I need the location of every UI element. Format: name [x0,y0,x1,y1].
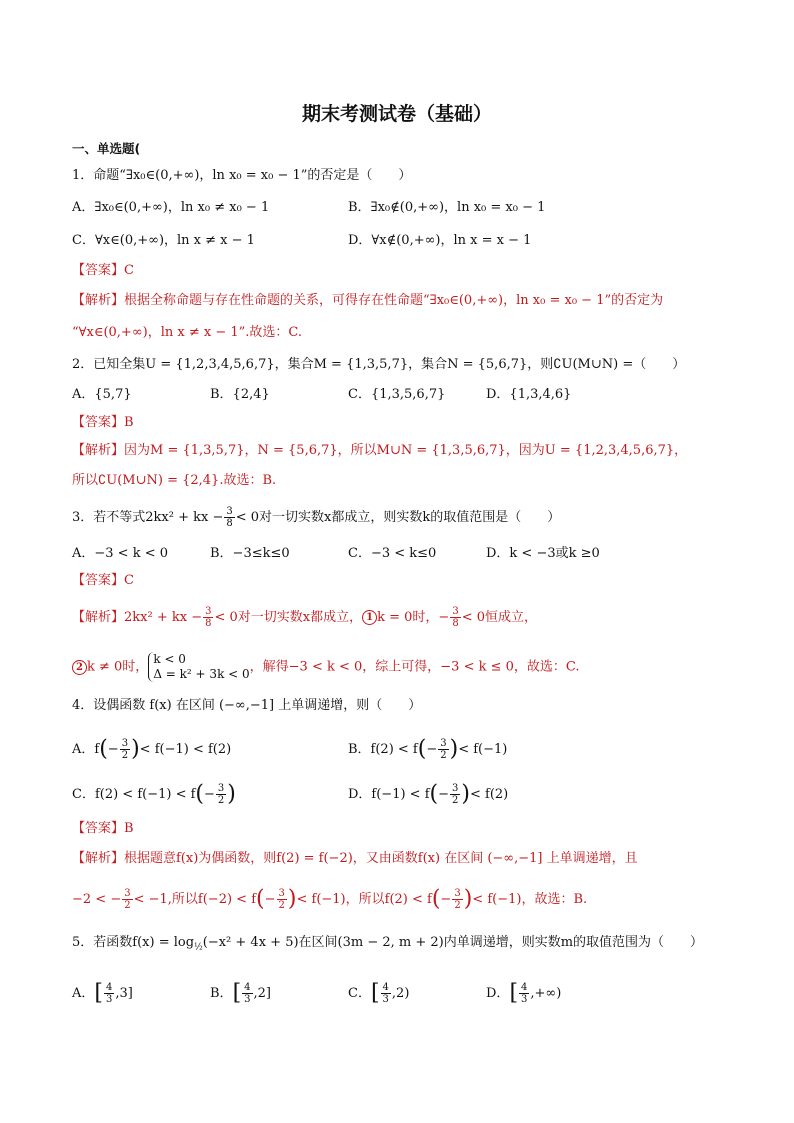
fraction-numerator: 3 [217,783,225,794]
fraction-denominator: 8 [205,618,212,629]
q3-analysis-part-b: < 0对一切实数x都成立， [214,610,363,625]
q3-option-c: C．−3 < k≤0 [348,546,437,561]
fraction-denominator: 3 [521,994,528,1005]
fraction-numerator: 3 [121,738,129,749]
inequality-system [148,652,249,682]
fraction-denominator: 2 [440,750,447,761]
q3-analysis2-part-a: k ≠ 0时， [87,659,149,675]
q5-option-b-label: B． [210,986,233,1001]
fraction-denominator: 2 [121,750,129,761]
page-title: 期末考测试卷（基础） [301,103,492,125]
q1-option-b: B．∃x₀∉(0,+∞)，ln x₀ = x₀ − 1 [348,200,546,215]
q5-option-a-tail: ,3] [115,986,133,1001]
q2-stem: 2．已知全集U = {1,2,3,4,5,6,7}，集合M = {1,3,5,7}，集合N = {5,6,7}，则∁U(M∪N) =（ ） [72,357,686,372]
fraction-denominator: 3 [105,994,113,1005]
q3-answer: 【答案】C [72,573,134,588]
q2-analysis-line2: 所以∁U(M∪N) = {2,4}.故选：B. [72,473,277,488]
q1-analysis-line1: 【解析】根据全称命题与存在性命题的关系，可得存在性命题“∃x₀∈(0,+∞)，ln x₀ = x₀ − 1”的否定为 [72,293,664,308]
q3-option-a: A．−3 < k < 0 [72,546,169,561]
q3-stem [72,506,560,529]
q5-stem-part-a: 5．若函数f(x) = log [72,935,195,950]
q1-option-a: A．∃x₀∈(0,+∞)，ln x₀ ≠ x₀ − 1 [72,200,270,215]
fraction-denominator: 2 [452,795,459,806]
q4-option-b-tail: < f(−1) [458,742,508,757]
fraction [104,982,114,1005]
q4-option-d-label: D．f(−1) < f [348,787,430,802]
q4-option-d-tail: < f(2) [469,787,509,802]
q4-option-c: C．f(2) < f(−1) < f(− $\frac{3}{2}$ ) [72,781,236,807]
q1-stem: 1．命题“∃x₀∈(0,+∞)，ln x₀ = x₀ − 1”的否定是（ ） [72,168,412,183]
q4-analysis-part-d: < f(−1)，故选：B. [472,892,588,907]
q4-option-b: B．f(2) < f(− $\frac{3}{2}$ )< f(−1) [348,736,508,762]
q4-option-a: A．f(− $\frac{3}{2}$ )< f(−1) < f(2) [72,736,232,762]
circled-two-icon: 2 [72,660,87,675]
q3-fraction-numerator: 3 [226,506,233,517]
q5-option-b-tail: ,2] [253,986,272,1001]
fraction [452,888,462,911]
fraction [120,738,130,761]
section-heading: 一、单选题( [72,141,141,156]
q4-option-c-label: C．f(2) < f(−1) < f [72,787,196,802]
q4-analysis-part-b: < −1,所以f(−2) < f [133,892,257,907]
fraction-denominator: 2 [217,795,225,806]
fraction [450,783,460,806]
q3-option-b: B．−3≤k≤0 [210,546,290,561]
log-base: ½ [194,942,203,953]
q4-answer: 【答案】B [72,821,134,836]
q1-option-d: D．∀x∉(0,+∞)，ln x = x − 1 [348,233,532,248]
fraction [242,982,252,1005]
q3-fraction-denominator: 8 [226,518,233,529]
q5-stem [72,934,703,957]
fraction-numerator: 3 [124,888,131,899]
q1-answer: 【答案】C [72,263,134,278]
fraction-denominator: 3 [382,994,389,1005]
fraction-denominator: 2 [124,900,131,911]
q3-analysis-line2 [72,652,580,682]
q3-stem-part-b: < 0对一切实数x都成立，则实数k的取值范围是（ ） [235,510,561,525]
q3-analysis-line1 [72,606,537,629]
q2-analysis-line1: 【解析】因为M = {1,3,5,7}，N = {5,6,7}，所以M∪N = {1,3,5,6,7}，因为U = {1,2,3,4,5,6,7}， [72,443,688,458]
q3-fraction [224,506,234,529]
fraction-numerator: 3 [452,783,459,794]
q4-analysis-part-a: −2 < − [72,892,122,907]
system-line-2: Δ = k² + 3k < 0 [153,667,250,681]
q5-stem-part-b: (−x² + 4x + 5)在区间(3m − 2, m + 2)内单调递增，则实数m的取值范围为（ ） [202,935,704,950]
fraction-numerator: 4 [105,982,113,993]
q5-option-a-label: A． [72,986,95,1001]
fraction-numerator: 4 [521,982,528,993]
q2-option-c: C．{1,3,5,6,7} [348,387,446,402]
q5-option-d: D．[ $\frac{4}{3}$ ,+∞) [486,980,562,1006]
q2-option-d: D．{1,3,4,6} [486,387,572,402]
q5-option-b: B．[ $\frac{4}{3}$ ,2] [210,980,272,1006]
q4-option-a-label: A．f [72,742,100,757]
fraction-numerator: 4 [382,982,389,993]
fraction [438,738,448,761]
q3-analysis-part-a: 【解析】2kx² + kx − [72,610,203,625]
system-line-1: k < 0 [153,652,186,666]
circled-one-icon: 1 [362,610,377,625]
fraction [277,888,287,911]
q4-analysis-line2: −2 < − $\frac{3}{2}$ < −1,所以f(−2) < f(− $\frac{3}{2}$ )< f(−1)，所以f(2) < f(− $\frac{3}{2}$ )< f(−1)，故选：B. [72,886,588,912]
q3-analysis-fraction-1 [203,606,213,629]
q4-option-d: D．f(−1) < f(− $\frac{3}{2}$ )< f(2) [348,781,509,807]
fraction-numerator: 3 [278,888,285,899]
q5-option-d-tail: ,+∞) [530,986,562,1001]
fraction [122,888,132,911]
fraction-denominator: 8 [452,618,459,629]
q3-analysis-fraction-2 [450,606,460,629]
q5-option-a: A．[ $\frac{4}{3}$ ,3] [72,980,133,1006]
fraction-numerator: 3 [440,738,447,749]
q3-option-d: D．k < −3或k ≥0 [486,546,600,561]
q1-option-c: C．∀x∈(0,+∞)，ln x ≠ x − 1 [72,233,255,248]
fraction-denominator: 3 [244,994,251,1005]
q5-option-c-tail: ,2) [391,986,410,1001]
fraction [381,982,391,1005]
q4-option-b-label: B．f(2) < f [348,742,418,757]
q4-stem: 4．设偶函数 f(x) 在区间 (−∞,−1] 上单调递增，则（ ） [72,698,422,713]
q5-option-c: C．[ $\frac{4}{3}$ ,2) [348,980,410,1006]
q2-option-a: A．{5,7} [72,387,132,402]
q1-analysis-line2: “∀x∈(0,+∞)，ln x ≠ x − 1”.故选：C. [72,325,303,340]
q4-option-a-tail: < f(−1) < f(2) [139,742,232,757]
q5-option-d-label: D． [486,986,510,1001]
fraction [216,783,226,806]
q3-analysis-part-d: < 0恒成立， [461,610,537,625]
q2-answer: 【答案】B [72,415,134,430]
q3-analysis-part-c: k = 0时，− [377,610,450,625]
fraction [519,982,529,1005]
fraction-numerator: 3 [452,606,459,617]
fraction-numerator: 3 [454,888,461,899]
fraction-denominator: 2 [278,900,285,911]
q3-analysis2-part-b: ，解得−3 < k < 0，综上可得，−3 < k ≤ 0，故选：C. [249,659,580,675]
q4-analysis-line1: 【解析】根据题意f(x)为偶函数，则f(2) = f(−2)，又由函数f(x) 在区间 (−∞,−1] 上单调递增，且 [72,851,638,866]
q4-analysis-part-c: < f(−1)，所以f(2) < f [296,892,432,907]
fraction-numerator: 3 [205,606,212,617]
fraction-denominator: 2 [454,900,461,911]
q5-option-c-label: C． [348,986,371,1001]
fraction-numerator: 4 [244,982,251,993]
q3-stem-part-a: 3．若不等式2kx² + kx − [72,510,224,525]
q2-option-b: B．{2,4} [210,387,270,402]
